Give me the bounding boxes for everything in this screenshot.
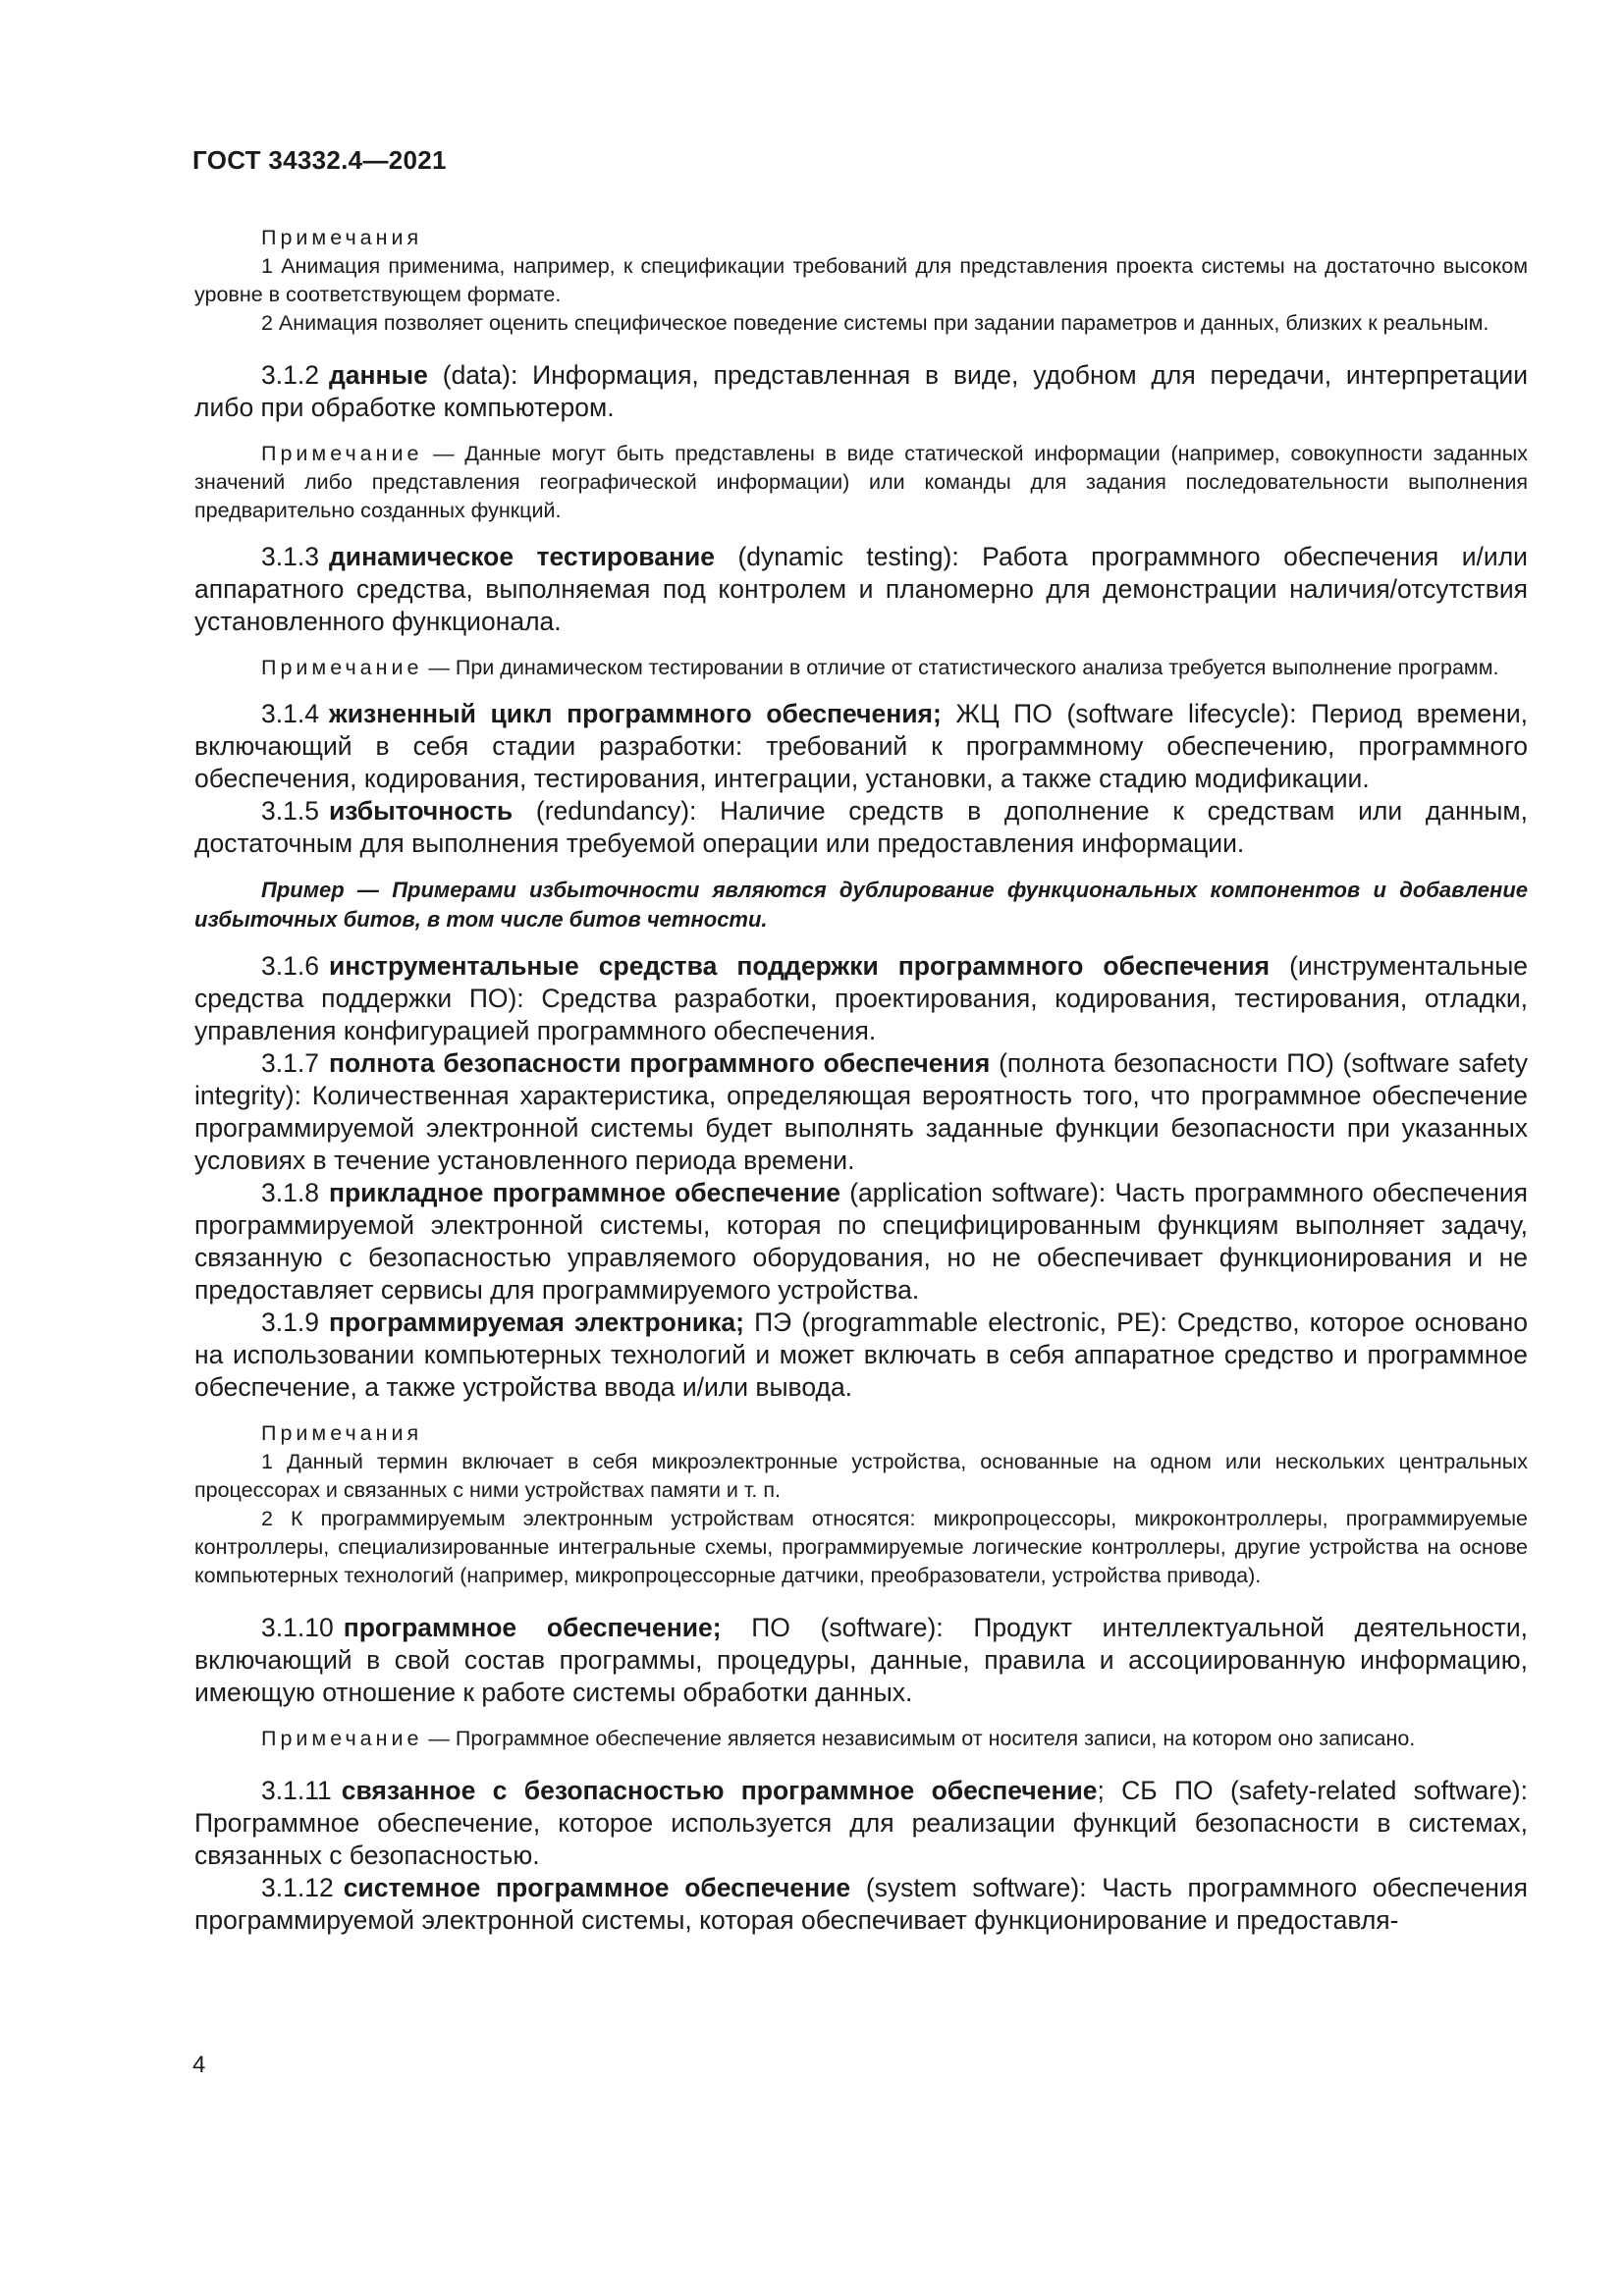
term-text: (полнота безопасности ПО) (software safety integrity): Количественная характеристика, определяющая вероятность того, что программное обеспечение программируемой электронной системы будет выполнять заданные функции безопасности при указанных условиях в течение установленного периода времени. xyxy=(194,1048,1528,1175)
term-name: системное программное обеспечение xyxy=(343,1873,851,1902)
term-text: (redundancy): Наличие средств в дополнение к средствам или данным, достаточным для выполнения требуемой операции или предоставления информации. xyxy=(194,796,1528,858)
note xyxy=(194,1725,1528,1753)
note-item: 2 Анимация позволяет оценить специфическое поведение системы при задании параметров и данных, близких к реальным. xyxy=(261,311,1489,335)
term-text: (application software): Часть программного обеспечения программируемой электронной системы, которая по специфицированным функциям выполняет задачу, связанную с безопасностью управляемого оборудования, но не обеспечивает функционирования и не предоставляет сервисы для программируемого устройства. xyxy=(194,1178,1528,1305)
term-number: 3.1.5 xyxy=(261,796,319,826)
term-number: 3.1.3 xyxy=(261,542,319,571)
term-name: связанное с безопасностью программное обеспечение xyxy=(341,1776,1098,1805)
term-text: ПО (software): Продукт интеллектуальной деятельности, включающий в свой состав программы, процедуры, данные, правила и ассоциированную информацию, имеющую отношение к работе системы обработки данных. xyxy=(194,1613,1528,1707)
term-text: (data): Информация, представленная в виде, удобном для передачи, интерпретации либо при обработке компьютером. xyxy=(194,360,1528,422)
term-name: прикладное программное обеспечение xyxy=(328,1178,841,1207)
note-text: — Данные могут быть представлены в виде статической информации (например, совокупности заданных значений либо представления географической информации) или команды для задания последовательности выполнения предварительно созданных функций. xyxy=(194,442,1528,522)
example: Пример — Примерами избыточности являются дублирование функциональных компонентов и добавление избыточных битов, в том числе битов четности. xyxy=(194,878,1528,932)
term-definition xyxy=(194,1307,1528,1404)
notes-heading: Примечания xyxy=(261,226,423,249)
term-name: избыточность xyxy=(328,796,514,826)
note-item: 2 К программируемым электронным устройствам относятся: микропроцессоры, микроконтроллеры, программируемые контроллеры, специализированные интегральные схемы, программируемые логические контроллеры, другие устройства на основе компьютерных технологий (например, микропроцессорные датчики, преобразователи, устройства привода). xyxy=(194,1507,1528,1587)
term-name: динамическое тестирование xyxy=(328,542,715,571)
note-text: — При динамическом тестировании в отличие от статистического анализа требуется выполнение программ. xyxy=(422,656,1499,679)
term-text: (dynamic testing): Работа программного обеспечения и/или аппаратного средства, выполняемая под контролем и планомерно для демонстрации наличия/отсутствия установленного функционала. xyxy=(194,542,1528,636)
term-number: 3.1.8 xyxy=(261,1178,319,1207)
term-number: 3.1.2 xyxy=(261,360,319,390)
term-number: 3.1.4 xyxy=(261,699,319,728)
notes-heading: Примечания xyxy=(261,1421,423,1445)
note-item: 1 Данный термин включает в себя микроэлектронные устройства, основанные на одном или нескольких центральных процессорах и связанных с ними устройствах памяти и т. п. xyxy=(194,1450,1528,1502)
term-number: 3.1.12 xyxy=(261,1873,334,1902)
term-definition xyxy=(194,1775,1528,1872)
term-name: программируемая электроника; xyxy=(328,1308,744,1337)
note-label: Примечание xyxy=(261,1727,423,1750)
term-name: полнота безопасности программного обеспечения xyxy=(328,1048,991,1078)
term-text: ; СБ ПО (safety-related software): Программное обеспечение, которое используется для реализации функций безопасности в системах, связанных с безопасностью. xyxy=(194,1776,1528,1870)
term-text: (инструментальные средства поддержки ПО): Средства разработки, проектирования, кодирования, тестирования, отладки, управления конфигурацией программного обеспечения. xyxy=(194,951,1528,1045)
term-definition xyxy=(194,541,1528,638)
page-number: 4 xyxy=(192,2052,206,2078)
term-definition xyxy=(194,698,1528,795)
term-definition xyxy=(194,795,1528,860)
document-header: ГОСТ 34332.4—2021 xyxy=(192,145,447,175)
term-text: (system software): Часть программного обеспечения программируемой электронной системы, которая обеспечивает функционирование и предоставля- xyxy=(194,1873,1528,1935)
term-definition xyxy=(194,1047,1528,1177)
term-definition xyxy=(194,359,1528,424)
term-number: 3.1.9 xyxy=(261,1308,319,1337)
term-number: 3.1.10 xyxy=(261,1613,334,1642)
term-definition xyxy=(194,950,1528,1047)
note-label: Примечание xyxy=(261,442,423,465)
note-text: — Программное обеспечение является независимым от носителя записи, на котором оно записано. xyxy=(422,1727,1416,1750)
term-name: программное обеспечение; xyxy=(343,1613,722,1642)
term-definition xyxy=(194,1177,1528,1307)
term-name: данные xyxy=(328,360,428,390)
note-label: Примечание xyxy=(261,656,423,679)
page-content xyxy=(194,224,1528,1937)
term-definition xyxy=(194,1872,1528,1937)
note-item: 1 Анимация применима, например, к спецификации требований для представления проекта системы на достаточно высоком уровне в соответствующем формате. xyxy=(194,254,1528,306)
term-number: 3.1.11 xyxy=(261,1776,332,1805)
term-name: инструментальные средства поддержки программного обеспечения xyxy=(328,951,1271,981)
term-name: жизненный цикл программного обеспечения; xyxy=(328,699,942,728)
note xyxy=(194,440,1528,525)
term-text: ЖЦ ПО (software lifecycle): Период времени, включающий в себя стадии разработки: требований к программному обеспечению, программного обеспечения, кодирования, тестирования, интеграции, установки, а также стадию модификации. xyxy=(194,699,1528,793)
term-number: 3.1.6 xyxy=(261,951,319,981)
note xyxy=(194,654,1528,682)
term-text: ПЭ (programmable electronic, PE): Средство, которое основано на использовании компьютерных технологий и может включать в себя аппаратное средство и программное обеспечение, а также устройства ввода и/или вывода. xyxy=(194,1308,1528,1402)
term-definition xyxy=(194,1612,1528,1709)
term-number: 3.1.7 xyxy=(261,1048,319,1078)
